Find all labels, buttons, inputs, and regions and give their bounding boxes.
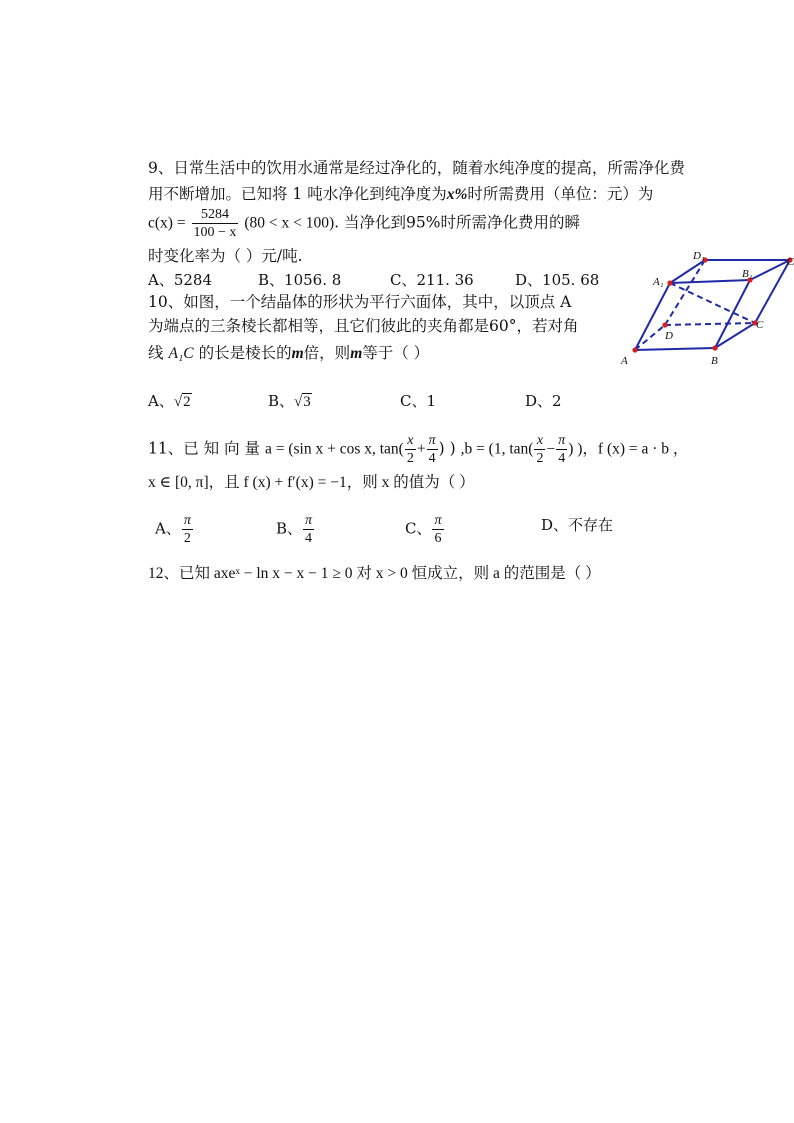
q10-option-c-prefix: C、 (400, 392, 427, 410)
edge-d-c-hidden (665, 323, 755, 325)
frac-den: 4 (558, 451, 566, 466)
q11-option-a (155, 512, 194, 547)
q9-line2-a: 用不断增加。已知将 1 吨水净化到纯净度为 (148, 185, 447, 203)
q11-vec-a: a = (sin x + cos x, tan( (264, 440, 404, 458)
edge-d-d1-hidden (665, 260, 705, 325)
q9-var-x-percent: x% (446, 186, 468, 203)
q11-option-b (276, 512, 315, 547)
q9-func-lhs: c(x) = (148, 214, 186, 232)
q10-line3-c: 倍，则 (303, 344, 351, 362)
q11-option-a-prefix: A、 (155, 519, 181, 538)
q11-option-b-frac (303, 512, 314, 547)
label-d: D (665, 330, 673, 342)
q11-option-a-frac (182, 512, 193, 547)
q9-option-b: B、1056. 8 (258, 271, 342, 289)
q12-line: 12、已知 axeˣ − ln x − x − 1 ≥ 0 对 x > 0 恒成立，则 a 的范围是（ ） (148, 565, 601, 582)
q10-option-d-prefix: D、 (525, 392, 553, 410)
q10-option-d-text: 2 (552, 392, 562, 410)
q11-option-c-frac (432, 512, 443, 547)
q9-option-a: A、5284 (148, 271, 213, 289)
sqrt-3: √3 (294, 394, 311, 410)
q9-frac-num: 5284 (192, 206, 239, 224)
edge-a-b (635, 348, 715, 350)
q10-line1: 10、如图，一个结晶体的形状为平行六面体，其中，以顶点 A (148, 293, 572, 311)
q11-option-c-prefix: C、 (405, 519, 432, 538)
q10-option-b (268, 390, 312, 413)
q11-line1: 11、已 知 向 量 a = (sin x + cos x, tan( $\frac{x}{2}$ + $\frac{\pi}{4}$ ) ) ,b = (1, tan( $\frac{x}{2}$ − $\frac{\pi}{4}$ ) )，f (x) = a · b ， (148, 433, 689, 466)
q11-line1-c: ) )，f (x) = a · b ， (568, 440, 689, 458)
label-c1: C (787, 256, 794, 268)
frac-num: x (534, 432, 545, 450)
frac-den: 6 (434, 531, 442, 546)
q11-option-d (541, 514, 613, 536)
frac-den: 4 (428, 451, 436, 466)
q9-line2 (148, 183, 653, 206)
q10-line3-d: 等于（ ） (362, 344, 430, 362)
frac-den: 4 (305, 531, 313, 546)
frac-den: 2 (536, 451, 544, 466)
q9-frac-den: 100 − x (193, 225, 237, 240)
q11-option-c (405, 512, 445, 547)
q9-line3 (148, 206, 580, 241)
q10-line3-a: 线 (148, 344, 164, 362)
q9-domain: (80 < x < 100) (244, 214, 335, 232)
q11-frac-x-2-b (534, 432, 545, 467)
q11-option-b-prefix: B、 (276, 519, 303, 538)
q10-option-c (400, 390, 436, 412)
q9-line3-tail: . 当净化到95%时所需净化费用的瞬 (334, 213, 580, 232)
vertex-d (662, 322, 667, 327)
q11-frac-pi-4-b (556, 432, 567, 467)
q11-option-d-text: 不存在 (568, 516, 614, 534)
q10-option-d (525, 390, 562, 412)
edge-a1-b1 (670, 280, 750, 283)
q10-var-a1c: A₁C (168, 345, 194, 362)
label-b1: B₁ (742, 268, 753, 280)
sqrt-2: √2 (173, 394, 191, 410)
frac-num: π (183, 513, 191, 528)
frac-num: x (405, 432, 416, 450)
vertex-a1 (667, 280, 672, 285)
q10-option-b-prefix: B、 (268, 392, 295, 410)
q10-line3 (148, 342, 429, 365)
edge-a-d-hidden (635, 325, 665, 350)
q10-option-c-text: 1 (426, 392, 437, 410)
q10-line3-b: 的长是棱长的 (198, 344, 292, 362)
frac-num: π (558, 433, 566, 448)
frac-num: π (305, 513, 313, 528)
label-b: B (711, 355, 718, 367)
q9-line4: 时变化率为（ ）元/吨. (148, 247, 303, 265)
q11-frac-x-2-a (405, 432, 416, 467)
q10-var-m: m (291, 345, 304, 362)
frac-num: π (434, 513, 442, 528)
q9-line1: 9、日常生活中的饮用水通常是经过净化的，随着水纯净度的提高，所需净化费 (148, 159, 685, 177)
q9-fraction (192, 206, 239, 241)
q9-line2-b: 时所需费用（单位：元）为 (467, 185, 654, 203)
diagonal-a1-c-hidden (670, 283, 755, 323)
vertex-b (712, 345, 717, 350)
frac-num: π (428, 433, 436, 448)
vertex-a (632, 347, 637, 352)
q11-line1-b: ) ) (438, 439, 456, 458)
q9-option-c: C、211. 36 (390, 271, 474, 289)
frac-den: 2 (406, 451, 414, 466)
parallelepiped-figure (615, 245, 794, 370)
label-a1: A₁ (653, 276, 664, 288)
figure-solid-edges (635, 260, 790, 350)
q10-option-a-prefix: A、 (148, 392, 174, 410)
q10-line2: 为端点的三条棱长都相等，且它们彼此的夹角都是60°，若对角 (148, 317, 579, 335)
q11-frac-pi-4-a (427, 432, 438, 467)
label-c: C (756, 319, 764, 331)
q11-line1-a: 11、已 知 向 量 (148, 439, 261, 458)
label-d1: D₁ (693, 250, 705, 262)
sqrt-2-radicand: 2 (183, 394, 191, 410)
frac-den: 2 (183, 531, 191, 546)
q11-vec-b: ,b = (1, tan( (460, 440, 534, 458)
q9-option-d: D、105. 68 (515, 271, 600, 289)
q11-option-d-prefix: D、 (541, 516, 569, 534)
label-a: A (621, 355, 628, 367)
q10-option-a (148, 390, 192, 413)
sqrt-3-radicand: 3 (303, 394, 311, 410)
q10-var-m2: m (350, 345, 363, 362)
edge-a1-d1 (670, 260, 705, 283)
q11-line2: x ∈ [0, π]，且 f (x) + f′(x) = −1，则 x 的值为（ ） (148, 474, 475, 491)
